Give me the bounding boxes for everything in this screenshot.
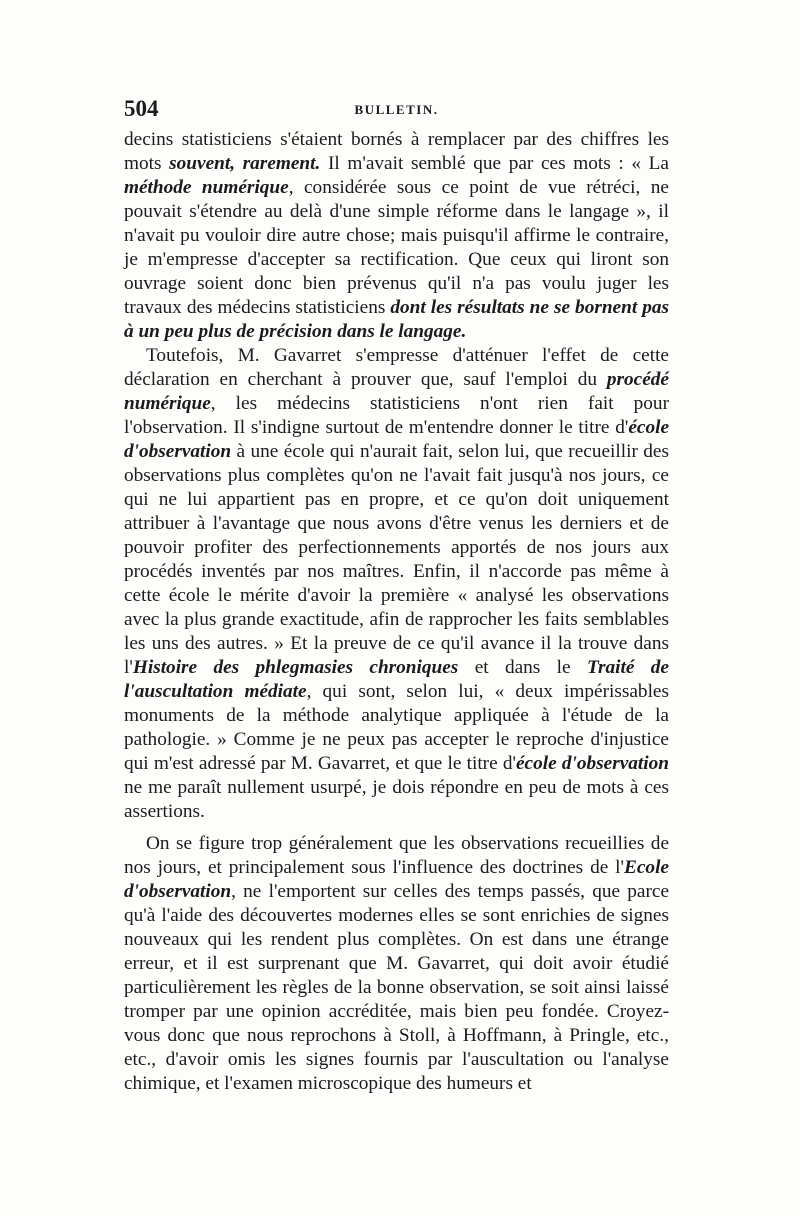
paragraph xyxy=(124,128,669,344)
running-title: BULLETIN. xyxy=(354,102,439,117)
text-run: Toutefois, M. Gavarret s'empresse d'atténuer l'effet de cette déclaration en cherchant à prouver que, sauf l'emploi du xyxy=(124,345,669,390)
paragraph xyxy=(124,832,669,1096)
text-run: , les médecins statisticiens n'ont rien fait pour l'observation. Il s'indigne surtout de m'entendre donner le titre d' xyxy=(124,393,669,438)
italic-phrase: procédé numérique xyxy=(124,369,669,414)
text-run: On se figure trop généralement que les observations recueillies de nos jours, et principalement sous l'influence des doctrines de l' xyxy=(124,833,669,878)
text-run: à une école qui n'aurait fait, selon lui, que recueillir des observations plus complètes qu'on ne l'avait fait jusqu'à nos jours, ce qui ne lui appartient pas en propre, et ce qu'on doit uniquement attribuer à l'avantage que nous avons d'être venus les derniers et de pouvoir profiter des perfectionnements apportés de nos jours aux procédés inventés par nos maîtres. Enfin, il n'accorde pas même à cette école le mérite d'avoir la première « analysé les observations avec la plus grande exactitude, afin de rapprocher les faits semblables les uns des autres. » Et la preuve de ce qu'il avance il la trouve dans l' xyxy=(124,441,669,678)
text-run: , qui sont, selon lui, « deux impérissables monuments de la méthode analytique appliquée à l'étude de la pathologie. » Comme je ne peux pas accepter le reproche d'injustice qui m'est adressé par M. Gavarret, et que le titre d' xyxy=(124,681,669,774)
italic-phrase: Traité de l'auscultation médiate xyxy=(124,657,669,702)
text-run: decins statisticiens s'étaient bornés à remplacer par des chiffres les mots xyxy=(124,129,669,174)
text-run: ne me paraît nullement usurpé, je dois répondre en peu de mots à ces assertions. xyxy=(124,777,669,822)
text-run: Il m'avait semblé que par ces mots : « La xyxy=(320,153,669,174)
page-number: 504 xyxy=(124,96,159,121)
italic-phrase: Ecole d'observation xyxy=(124,857,669,902)
text-run: , considérée sous ce point de vue rétréci, ne pouvait s'étendre au delà d'une simple réforme dans le langage », il n'avait pu vouloir dire autre chose; mais puisqu'il affirme le contraire, je m'empresse d'accepter sa rectification. Que ceux qui liront son ouvrage soient donc bien prévenus qu'il n'a pas voulu juger les travaux des médecins statisticiens xyxy=(124,177,669,318)
italic-phrase: Histoire des phlegmasies chroniques xyxy=(132,657,459,678)
italic-phrase: dont les résultats ne se bornent pas à un peu plus de précision dans le langage. xyxy=(124,297,669,342)
body-text xyxy=(124,128,669,1096)
italic-phrase: souvent, rarement. xyxy=(169,153,321,174)
italic-phrase: école d'observation xyxy=(515,753,669,774)
page-header xyxy=(124,96,669,124)
italic-phrase: méthode numérique xyxy=(124,177,289,198)
text-run: , ne l'emportent sur celles des temps passés, que parce qu'à l'aide des découvertes modernes elles se sont enrichies de signes nouveaux qui les rendent plus complètes. On est dans une étrange erreur, et il est surprenant que M. Gavarret, qui doit avoir étudié particulièrement les règles de la bonne observation, se soit ainsi laissé tromper par une opinion accréditée, mais bien peu fondée. Croyez-vous donc que nous reprochons à Stoll, à Hoffmann, à Pringle, etc., etc., d'avoir omis les signes fournis par l'auscultation ou l'analyse chimique, et l'examen microscopique des humeurs et xyxy=(124,881,669,1094)
text-run: et dans le xyxy=(458,657,587,678)
paragraph xyxy=(124,344,669,824)
italic-phrase: école d'observation xyxy=(124,417,669,462)
